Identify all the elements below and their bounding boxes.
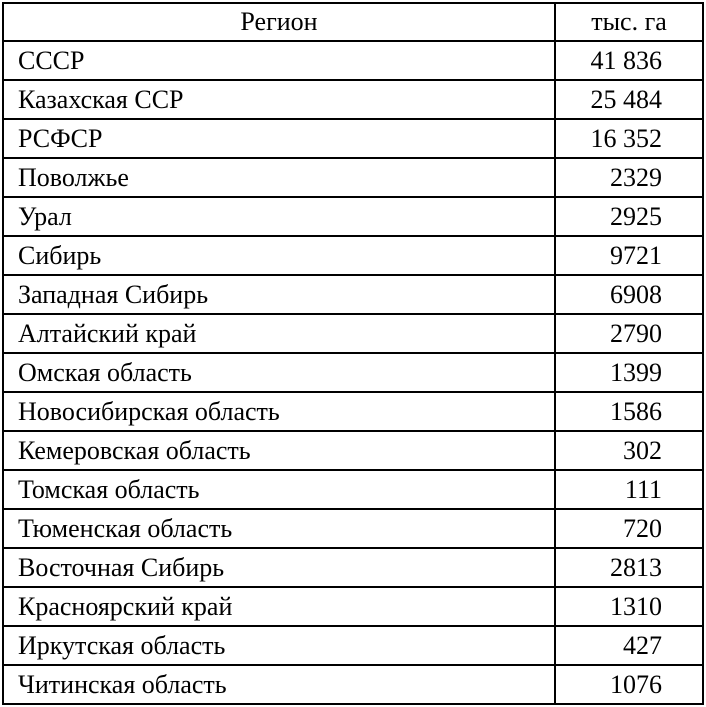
column-header-value: тыс. га xyxy=(555,3,703,41)
value-cell: 25 484 xyxy=(555,80,703,119)
table-row xyxy=(3,275,703,314)
region-cell: Иркутская область xyxy=(3,626,555,665)
region-cell: Красноярский край xyxy=(3,587,555,626)
table-row xyxy=(3,626,703,665)
value-cell: 1076 xyxy=(555,665,703,704)
region-cell: Поволжье xyxy=(3,158,555,197)
value-cell: 427 xyxy=(555,626,703,665)
table-header-row xyxy=(3,3,703,41)
table-row xyxy=(3,314,703,353)
region-cell: Сибирь xyxy=(3,236,555,275)
region-cell: Казахская ССР xyxy=(3,80,555,119)
table-row xyxy=(3,587,703,626)
table-row xyxy=(3,431,703,470)
table-row xyxy=(3,158,703,197)
region-cell: Читинская область xyxy=(3,665,555,704)
table-row xyxy=(3,509,703,548)
table-row xyxy=(3,236,703,275)
table-row xyxy=(3,470,703,509)
region-cell: Кемеровская область xyxy=(3,431,555,470)
region-cell: Восточная Сибирь xyxy=(3,548,555,587)
value-cell: 41 836 xyxy=(555,41,703,80)
region-cell: Тюменская область xyxy=(3,509,555,548)
region-cell: РСФСР xyxy=(3,119,555,158)
table-row xyxy=(3,80,703,119)
value-cell: 16 352 xyxy=(555,119,703,158)
region-area-table-container xyxy=(2,2,702,703)
value-cell: 302 xyxy=(555,431,703,470)
value-cell: 6908 xyxy=(555,275,703,314)
region-cell: Урал xyxy=(3,197,555,236)
region-cell: СССР xyxy=(3,41,555,80)
value-cell: 2813 xyxy=(555,548,703,587)
value-cell: 1310 xyxy=(555,587,703,626)
value-cell: 2925 xyxy=(555,197,703,236)
value-cell: 9721 xyxy=(555,236,703,275)
region-cell: Томская область xyxy=(3,470,555,509)
table-row xyxy=(3,197,703,236)
region-cell: Новосибирская область xyxy=(3,392,555,431)
table-row xyxy=(3,392,703,431)
table-body xyxy=(3,41,703,704)
table-row xyxy=(3,119,703,158)
region-cell: Западная Сибирь xyxy=(3,275,555,314)
value-cell: 1586 xyxy=(555,392,703,431)
table-row xyxy=(3,353,703,392)
region-cell: Алтайский край xyxy=(3,314,555,353)
value-cell: 2329 xyxy=(555,158,703,197)
value-cell: 2790 xyxy=(555,314,703,353)
region-area-table xyxy=(2,2,704,705)
value-cell: 720 xyxy=(555,509,703,548)
value-cell: 111 xyxy=(555,470,703,509)
column-header-region: Регион xyxy=(3,3,555,41)
table-row xyxy=(3,665,703,704)
table-row xyxy=(3,41,703,80)
table-row xyxy=(3,548,703,587)
value-cell: 1399 xyxy=(555,353,703,392)
region-cell: Омская область xyxy=(3,353,555,392)
